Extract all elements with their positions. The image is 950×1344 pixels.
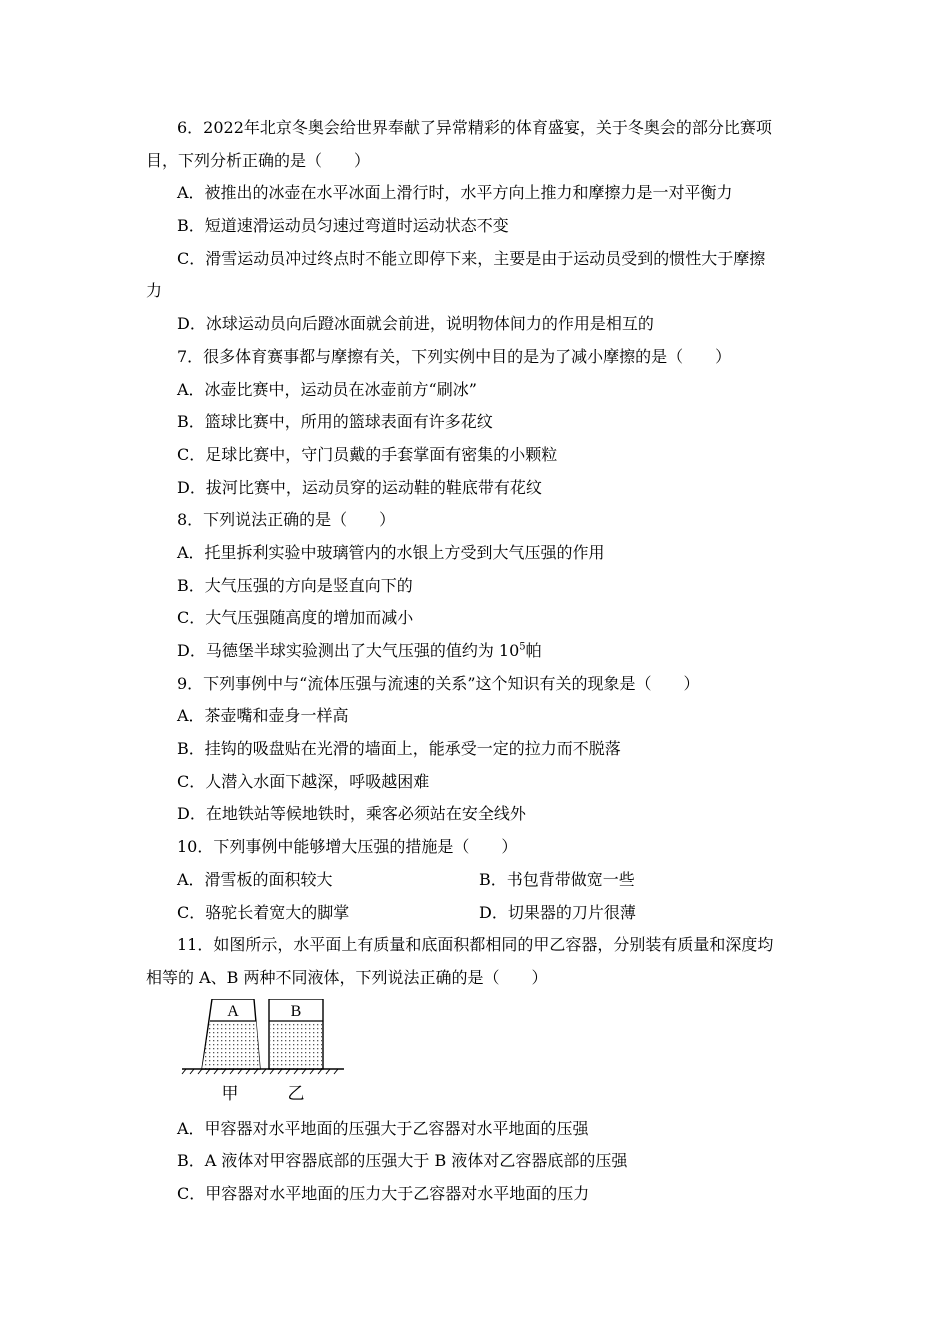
question-8-option-d xyxy=(146,635,806,668)
label-container-jia: 甲 xyxy=(221,1083,239,1104)
question-6-stem: 6．2022年北京冬奥会给世界奉献了异常精彩的体育盛宴，关于冬奥会的部分比赛项 xyxy=(177,118,772,137)
question-10-option-b: B．书包背带做宽一些 xyxy=(479,869,635,889)
question-6-option-d: D．冰球运动员向后蹬冰面就会前进，说明物体间力的作用是相互的 xyxy=(177,314,654,334)
question-9-option-a: A．茶壶嘴和壶身一样高 xyxy=(177,706,349,726)
question-8-option-d-unit: 帕 xyxy=(525,641,542,660)
question-7-option-d: D．拔河比赛中，运动员穿的运动鞋的鞋底带有花纹 xyxy=(177,477,542,497)
question-8-option-b: B．大气压强的方向是竖直向下的 xyxy=(177,575,413,595)
question-6-option-a: A．被推出的冰壶在水平冰面上滑行时，水平方向上推力和摩擦力是一对平衡力 xyxy=(177,183,733,203)
question-11-option-b: B．A 液体对甲容器底部的压强大于 B 液体对乙容器底部的压强 xyxy=(177,1151,628,1171)
question-9-option-d: D．在地铁站等候地铁时，乘客必须站在安全线外 xyxy=(177,804,526,824)
question-6-stem-cont: 目，下列分析正确的是（ ） xyxy=(146,150,371,170)
question-7-stem: 7．很多体育赛事都与摩擦有关，下列实例中目的是为了减小摩擦的是（ ） xyxy=(177,346,732,366)
question-10-option-c: C．骆驼长着宽大的脚掌 xyxy=(177,902,350,922)
question-8-option-a: A．托里拆利实验中玻璃管内的水银上方受到大气压强的作用 xyxy=(177,542,605,562)
question-10-options-row-1 xyxy=(146,864,806,897)
question-7-option-a: A．冰壶比赛中，运动员在冰壶前方“刷冰” xyxy=(177,379,477,399)
question-8-option-d-text: D．马德堡半球实验测出了大气压强的值约为 10 xyxy=(177,641,520,660)
question-10-option-a: A．滑雪板的面积较大 xyxy=(177,869,333,889)
question-10-option-d: D．切果器的刀片很薄 xyxy=(479,902,636,922)
question-7-option-c: C．足球比赛中，守门员戴的手套掌面有密集的小颗粒 xyxy=(177,444,558,464)
question-8-option-c: C．大气压强随高度的增加而减小 xyxy=(177,608,414,628)
question-11-figure xyxy=(146,995,806,1113)
label-container-yi: 乙 xyxy=(287,1083,305,1104)
question-10-stem: 10．下列事例中能够增大压强的措施是（ ） xyxy=(177,837,518,857)
question-10-options-row-2 xyxy=(146,897,806,930)
question-6-option-c-cont: 力 xyxy=(146,281,163,301)
question-11-option-a: A．甲容器对水平地面的压强大于乙容器对水平地面的压强 xyxy=(177,1118,589,1138)
liquid-b xyxy=(270,1021,322,1069)
question-9-option-c: C．人潜入水面下越深，呼吸越困难 xyxy=(177,771,430,791)
question-8-option-d-exponent: 5 xyxy=(519,641,526,653)
label-liquid-b: B xyxy=(290,1002,302,1020)
liquid-a xyxy=(202,1021,260,1069)
question-6-option-c: C．滑雪运动员冲过终点时不能立即停下来，主要是由于运动员受到的惯性大于摩擦 xyxy=(177,248,766,268)
containers-diagram xyxy=(180,999,380,1109)
question-11-option-c: C．甲容器对水平地面的压力大于乙容器对水平地面的压力 xyxy=(177,1183,590,1203)
question-7-option-b: B．篮球比赛中，所用的篮球表面有许多花纹 xyxy=(177,412,493,432)
label-liquid-a: A xyxy=(227,1002,239,1020)
question-11-stem: 11．如图所示，水平面上有质量和底面积都相同的甲乙容器，分别装有质量和深度均 xyxy=(177,935,774,955)
question-6-option-b: B．短道速滑运动员匀速过弯道时运动状态不变 xyxy=(177,216,509,236)
question-11-stem-cont: 相等的 A、B 两种不同液体，下列说法正确的是（ ） xyxy=(146,967,548,987)
exam-page xyxy=(146,112,806,1211)
question-9-stem: 9．下列事例中与“流体压强与流速的关系”这个知识有关的现象是（ ） xyxy=(177,673,700,693)
question-9-option-b: B．挂钩的吸盘贴在光滑的墙面上，能承受一定的拉力而不脱落 xyxy=(177,739,621,759)
question-8-stem: 8．下列说法正确的是（ ） xyxy=(177,510,396,530)
